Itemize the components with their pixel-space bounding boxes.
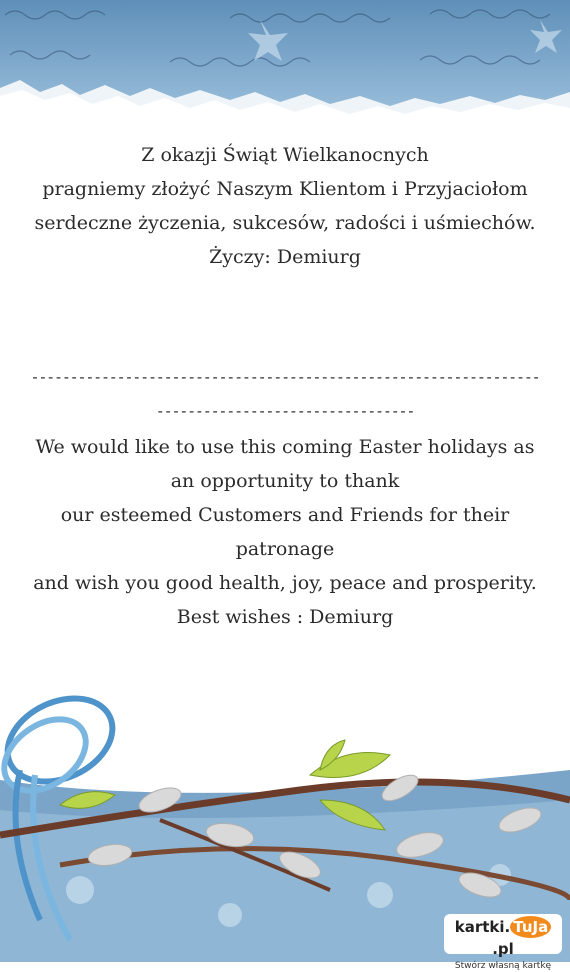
logo-tagline: Stwórz własną kartkę — [454, 961, 552, 971]
english-line-3: our esteemed Customers and Friends for their — [60, 504, 510, 526]
english-greeting — [0, 430, 570, 634]
polish-line-2: pragniemy złożyć Naszym Klientom i Przyjaciołom — [42, 178, 528, 200]
handwriting-texture — [0, 0, 570, 118]
english-line-5: and wish you good health, joy, peace and prosperity. — [33, 572, 537, 594]
dashed-divider: -------------------------------------------------------------------------------------------------- — [30, 368, 540, 420]
kartki-tuja-logo[interactable] — [444, 914, 562, 971]
english-line-1: We would like to use this coming Easter holidays as — [35, 436, 535, 458]
top-decorative-band — [0, 0, 570, 118]
logo-brand-highlight: TuJa — [510, 916, 551, 938]
english-line-2: an opportunity to thank — [170, 470, 400, 492]
logo-brand-suffix: .pl — [492, 940, 514, 958]
polish-line-3: serdeczne życzenia, sukcesów, radości i uśmiechów. — [34, 212, 536, 234]
logo-brand-prefix: kartki. — [454, 918, 511, 936]
polish-greeting — [0, 138, 570, 274]
english-line-4: patronage — [235, 538, 335, 560]
english-signature: Best wishes : Demiurg — [176, 606, 394, 628]
polish-signature: Życzy: Demiurg — [209, 246, 361, 268]
bottom-decoration — [0, 660, 570, 971]
logo-brand — [444, 916, 562, 960]
polish-line-1: Z okazji Świąt Wielkanocnych — [141, 144, 429, 166]
